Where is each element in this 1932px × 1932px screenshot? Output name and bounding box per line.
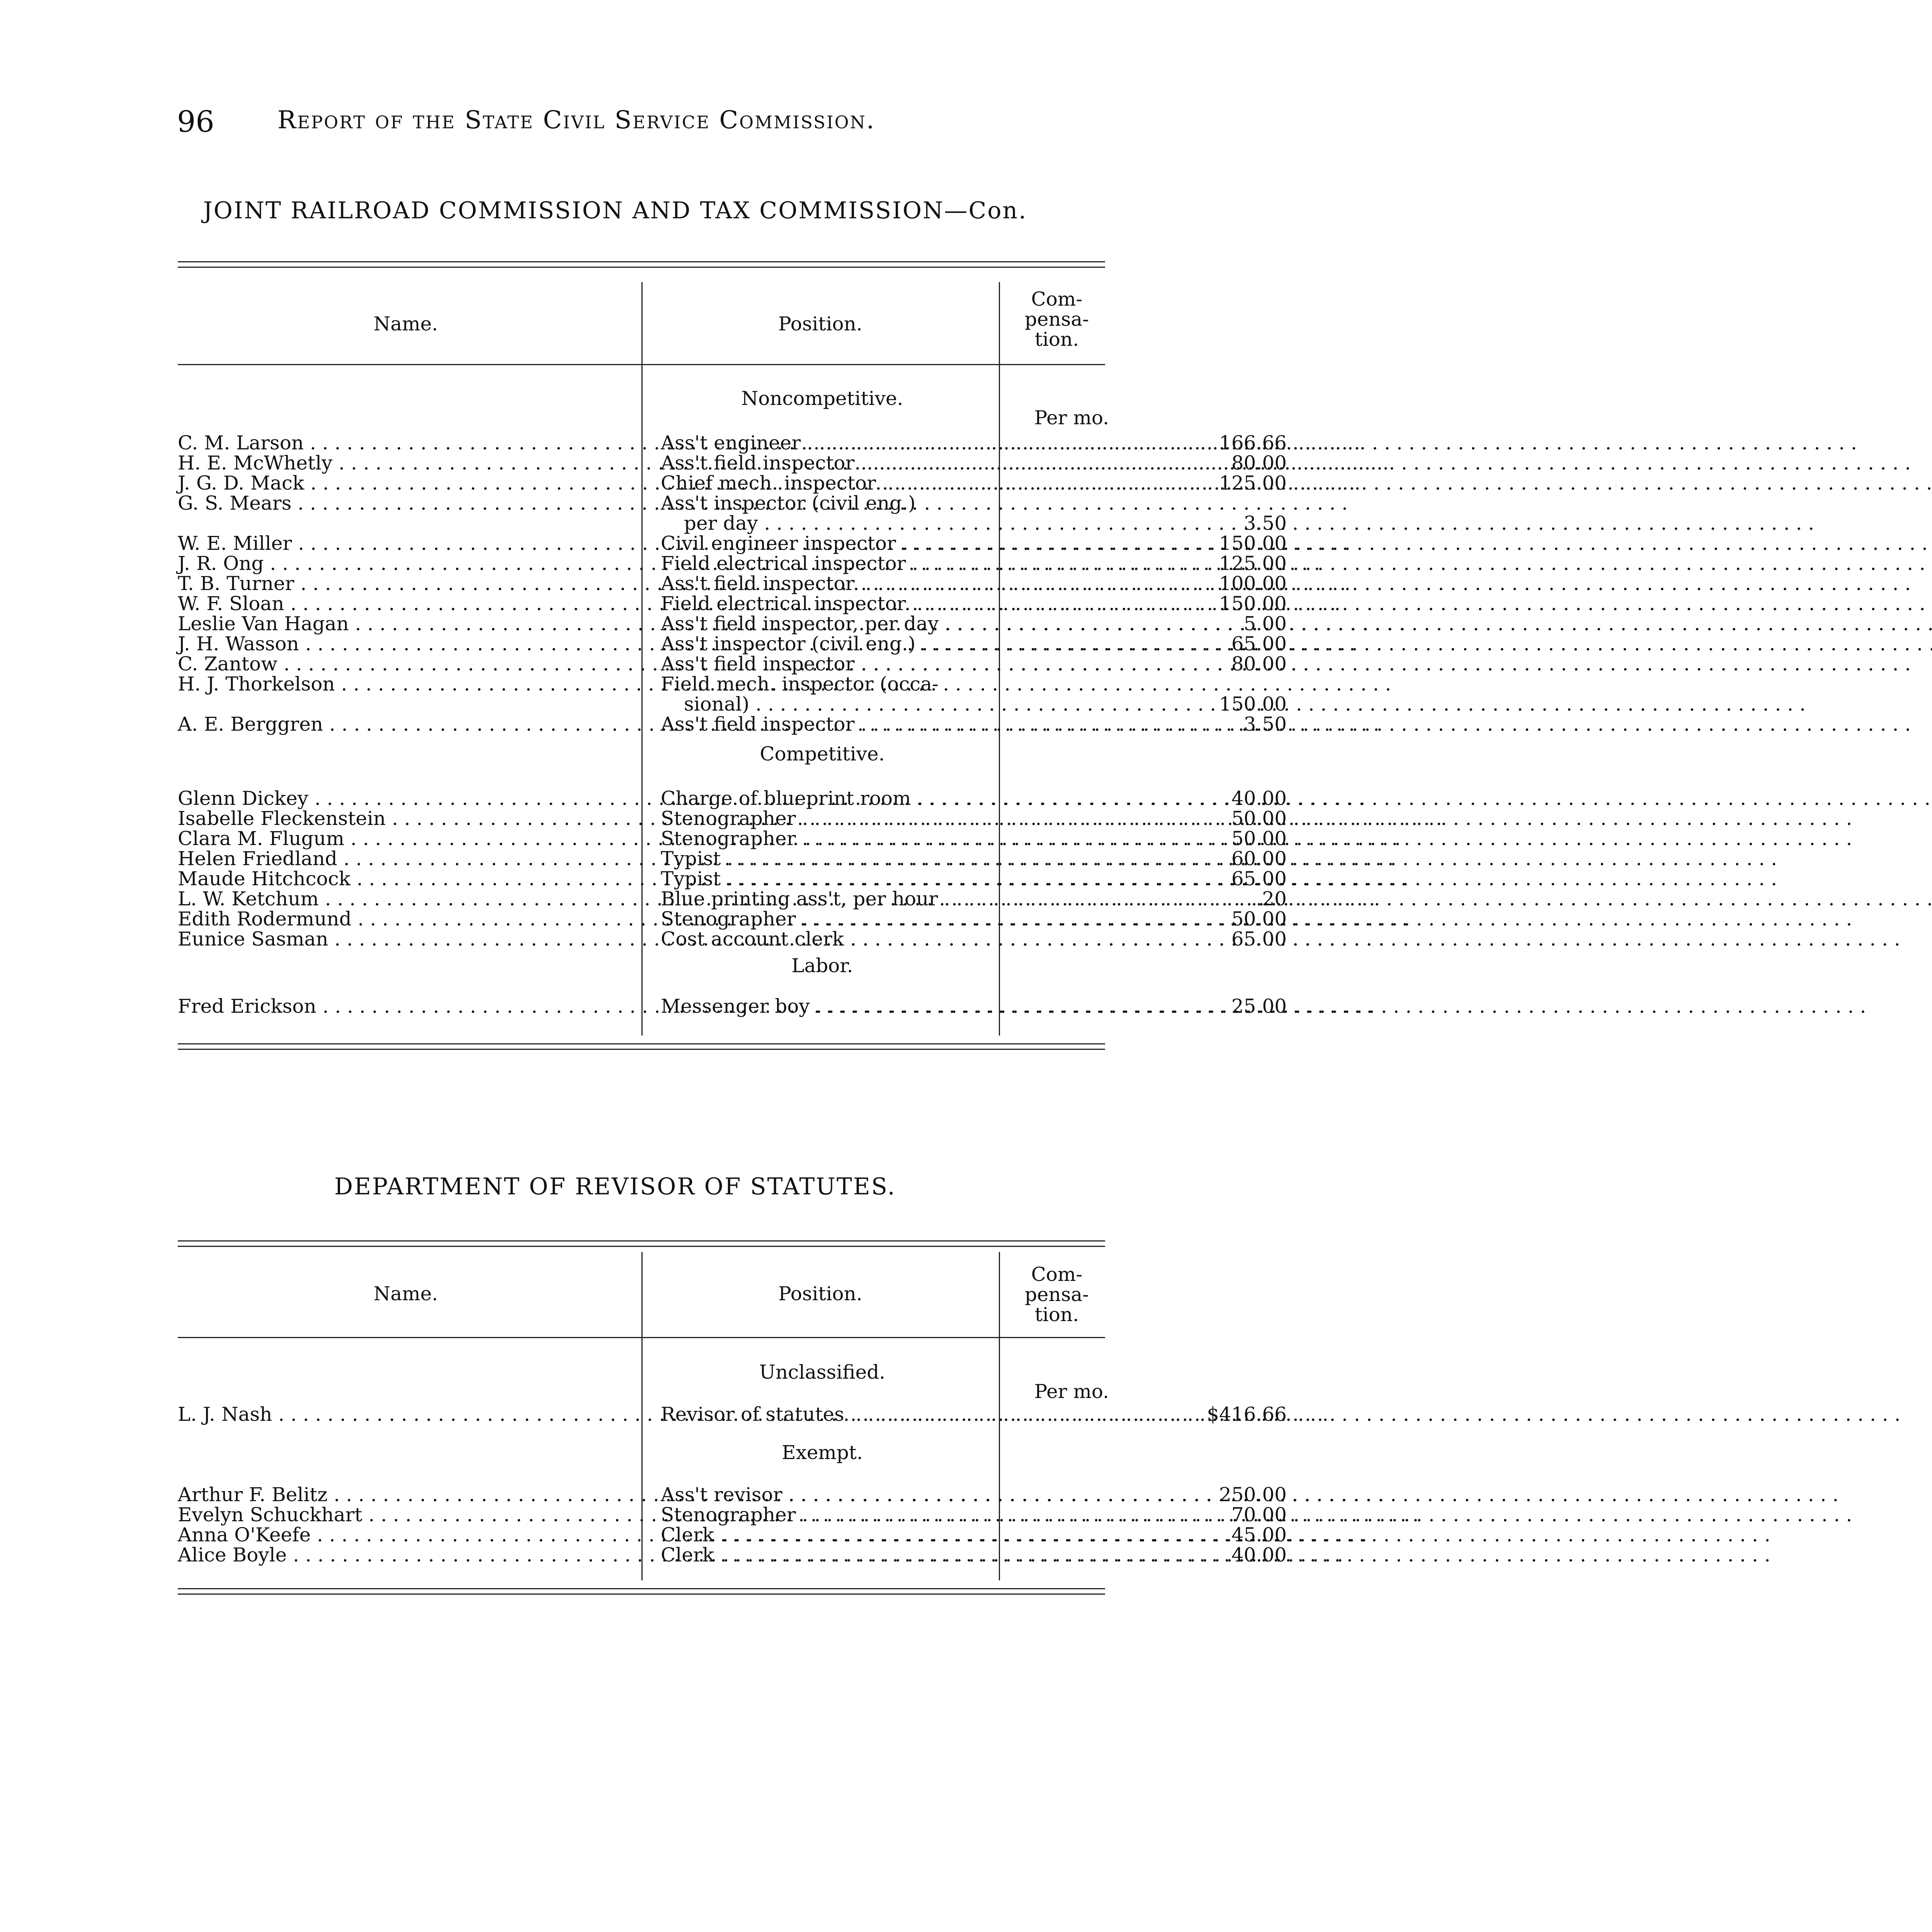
employee-name (178, 594, 634, 614)
table-row (178, 472, 1287, 494)
employee-position-text: Stenographer . . . (661, 807, 1852, 830)
table-row (178, 1403, 1287, 1425)
group-label: Noncompetitive. (741, 387, 903, 410)
table-row (178, 452, 1287, 474)
employee-position-text: Field electrical inspector . . . (661, 592, 1932, 615)
employee-name (178, 473, 634, 493)
table2-header-name: Name. (373, 1282, 438, 1305)
employee-name (178, 828, 634, 849)
employee-name (178, 1485, 634, 1505)
group-label: Exempt. (782, 1441, 863, 1464)
employee-name-text: J. H. Wasson . . . (178, 633, 1355, 655)
employee-name-text: J. R. Ong . . . (178, 552, 1320, 575)
table-row (178, 552, 1287, 575)
group-label: Competitive. (760, 743, 885, 765)
table2-header-rule (178, 1337, 1105, 1338)
employee-position (661, 594, 1173, 614)
employee-position-text: Stenographer . . . (661, 1503, 1852, 1526)
employee-name-text: Alice Boyle . . . (178, 1544, 1343, 1566)
employee-name (178, 674, 634, 694)
employee-name (178, 808, 634, 828)
employee-position-text: Ass't inspector (civil eng.) (661, 492, 916, 514)
employee-position (661, 453, 1173, 473)
employee-position-text: Ass't field inspector, per day . . . (661, 612, 1932, 635)
employee-position-continued-text: sional) . . . (684, 693, 1806, 715)
table-row (178, 1503, 1287, 1526)
employee-compensation: .20 (1256, 888, 1287, 910)
employee-name-text: C. Zantow . . . (178, 653, 1334, 675)
employee-name-text: G. S. Mears . . . (178, 492, 1348, 514)
employee-position-text: Ass't field inspector . . . (661, 713, 1911, 735)
employee-name (178, 996, 634, 1016)
employee-compensation: 65.00 (1231, 867, 1287, 890)
group-label: Labor. (791, 954, 853, 977)
employee-name (178, 788, 634, 808)
table1-header-comp-line3: tion. (1034, 328, 1079, 350)
employee-name-text: Leslie Van Hagan . . . (178, 612, 1405, 635)
employee-name-text: A. E. Berggren . . . (178, 713, 1379, 735)
employee-position-text: Ass't engineer . . . (661, 432, 1857, 454)
employee-name-text: C. M. Larson . . . (178, 432, 1360, 454)
employee-name (178, 493, 634, 513)
employee-position (661, 889, 1173, 909)
table-row (178, 633, 1287, 655)
employee-name (178, 929, 634, 949)
table-row (178, 713, 1287, 735)
table-row (178, 908, 1287, 930)
employee-position-text: Clerk . . . (661, 1524, 1770, 1546)
employee-position (661, 849, 1173, 869)
employee-position-text: Field mech. inspector (occa- (661, 673, 939, 695)
employee-compensation: 3.50 (1243, 512, 1287, 534)
employee-compensation: 150.00 (1219, 693, 1287, 715)
table-row-continuation (178, 693, 1287, 715)
employee-position (661, 714, 1173, 734)
employee-position (661, 1404, 1173, 1424)
employee-compensation: 150.00 (1219, 592, 1287, 615)
employee-compensation: 50.00 (1231, 807, 1287, 830)
table-row (178, 995, 1287, 1017)
employee-name (178, 453, 634, 473)
employee-position (661, 828, 1173, 849)
employee-position (661, 1505, 1173, 1525)
employee-position (661, 1485, 1173, 1505)
table-row (178, 592, 1287, 615)
employee-position (661, 493, 1173, 513)
employee-compensation: 50.00 (1231, 908, 1287, 930)
table2-bottom-rule (178, 1588, 1105, 1589)
employee-name (178, 849, 634, 869)
table1-top-rule (178, 261, 1105, 262)
employee-name (178, 889, 634, 909)
per-month-label: Per mo. (1034, 406, 1109, 429)
employee-position-text: Ass't field inspector . . . (661, 653, 1911, 675)
employee-name-text: Helen Friedland . . . (178, 847, 1394, 870)
employee-compensation: 250.00 (1219, 1483, 1287, 1506)
employee-position (661, 1525, 1173, 1545)
employee-position (661, 869, 1173, 889)
employee-compensation: 50.00 (1231, 827, 1287, 850)
employee-position-text: Stenographer . . . (661, 908, 1852, 930)
employee-position (661, 929, 1173, 949)
table2-bottom-rule-2 (178, 1594, 1105, 1595)
table-row-continuation (178, 512, 1287, 534)
table2-top-rule (178, 1240, 1105, 1242)
employee-position (661, 909, 1173, 929)
table-row (178, 1544, 1287, 1566)
employee-name-text: L. J. Nash . . . (178, 1403, 1328, 1425)
table-row (178, 847, 1287, 870)
table-row (178, 888, 1287, 910)
employee-position-text: Clerk . . . (661, 1544, 1770, 1566)
employee-position (661, 996, 1173, 1016)
table1-bottom-rule-2 (178, 1049, 1105, 1050)
table2-header-comp-line3: tion. (1034, 1303, 1079, 1326)
employee-position (661, 674, 1173, 694)
employee-position (661, 533, 1173, 553)
employee-name-text: Anna O'Keefe . . . (178, 1524, 1367, 1546)
table-row (178, 787, 1287, 810)
employee-compensation: 60.00 (1231, 847, 1287, 870)
employee-compensation: 80.00 (1231, 653, 1287, 675)
employee-name-text: Eunice Sasman . . . (178, 928, 1384, 950)
employee-compensation: 65.00 (1231, 633, 1287, 655)
employee-position (661, 654, 1173, 674)
employee-name (178, 654, 634, 674)
employee-name-text: Maude Hitchcock . . . (178, 867, 1407, 890)
table1-header-comp-line1: Com- (1031, 288, 1083, 310)
employee-compensation: 125.00 (1219, 472, 1287, 494)
table-row (178, 807, 1287, 830)
table-row (178, 572, 1287, 595)
employee-position (661, 614, 1173, 634)
employee-compensation: $416.66 (1207, 1403, 1287, 1425)
employee-name-text: H. J. Thorkelson . . . (178, 673, 1391, 695)
employee-position (661, 808, 1173, 828)
table1-bottom-rule (178, 1043, 1105, 1044)
employee-compensation: 80.00 (1231, 452, 1287, 474)
employee-compensation: 70.00 (1231, 1503, 1287, 1526)
employee-name-text: W. F. Sloan . . . (178, 592, 1340, 615)
employee-name (178, 869, 634, 889)
employee-compensation: 150.00 (1219, 532, 1287, 554)
employee-compensation: 25.00 (1231, 995, 1287, 1017)
employee-compensation: 100.00 (1219, 572, 1287, 595)
table2-header-comp-line1: Com- (1031, 1263, 1083, 1286)
employee-compensation: 125.00 (1219, 552, 1287, 575)
employee-name (178, 573, 634, 594)
employee-name-text: Isabelle Fleckenstein . . . (178, 807, 1442, 830)
table-row (178, 827, 1287, 850)
employee-position (661, 634, 1173, 654)
table1-header-rule (178, 364, 1105, 365)
employee-name-text: T. B. Turner . . . (178, 572, 1350, 595)
employee-position-text: Cost account clerk . . . (661, 928, 1900, 950)
table1-top-rule-2 (178, 267, 1105, 268)
table1-header-name: Name. (373, 313, 438, 335)
employee-name-text: W. E. Miller . . . (178, 532, 1348, 554)
table-row (178, 612, 1287, 635)
employee-position (661, 573, 1173, 594)
section-title-joint-railroad: JOINT RAILROAD COMMISSION AND TAX COMMISSION—Con. (203, 197, 1027, 224)
employee-position (661, 1545, 1173, 1565)
employee-compensation: 5.00 (1243, 612, 1287, 635)
employee-position-text: Messenger boy . . . (661, 995, 1866, 1017)
table2-header-position: Position. (778, 1282, 862, 1305)
table2-header-compensation (1005, 1264, 1109, 1325)
employee-compensation: 45.00 (1231, 1524, 1287, 1546)
employee-position-text: Chief mech. inspector . . . (661, 472, 1932, 494)
table1-header-position: Position. (778, 313, 862, 335)
employee-name (178, 433, 634, 453)
section-title-revisor-of-statutes: DEPARTMENT OF REVISOR OF STATUTES. (334, 1173, 896, 1200)
employee-position-text: Ass't inspector (civil eng.) . . . (661, 633, 1932, 655)
employee-position-text: Ass't field inspector . . . (661, 572, 1911, 595)
employee-position-text: Typist . . . (661, 867, 1777, 890)
table2-header-comp-line2: pensa- (1024, 1283, 1089, 1306)
employee-position-continued (684, 694, 1173, 714)
employee-name (178, 533, 634, 553)
employee-position (661, 788, 1173, 808)
employee-position-text: Revisor of statutes . . . (661, 1403, 1900, 1425)
employee-name-text: J. G. D. Mack . . . (178, 472, 1361, 494)
employee-compensation: 3.50 (1243, 713, 1287, 735)
employee-name (178, 1525, 634, 1545)
employee-position (661, 473, 1173, 493)
table-row (178, 493, 1105, 513)
employee-compensation: 166.66 (1219, 432, 1287, 454)
employee-name-text: H. E. McWhetly . . . (178, 452, 1389, 474)
table1-header-compensation (1005, 289, 1109, 349)
page-number: 96 (177, 104, 214, 139)
employee-position-text: Civil engineer inspector . . . (661, 532, 1932, 554)
employee-position-text: Charge of blueprint room . . . (661, 787, 1932, 810)
employee-name-text: L. W. Ketchum . . . (178, 888, 1375, 910)
table-row (178, 432, 1287, 454)
employee-name (178, 553, 634, 573)
employee-position-text: Typist . . . (661, 847, 1777, 870)
employee-position-text: Field electrical inspector . . . (661, 552, 1932, 575)
table-row (178, 653, 1287, 675)
employee-compensation: 40.00 (1231, 1544, 1287, 1566)
employee-position-continued (684, 513, 1173, 533)
employee-position-text: Ass't revisor . . . (661, 1483, 1838, 1506)
table-row (178, 1483, 1287, 1506)
table-row (178, 1524, 1287, 1546)
table1-header-comp-line2: pensa- (1024, 308, 1089, 330)
per-month-label: Per mo. (1034, 1380, 1109, 1403)
employee-name-text: Glenn Dickey . . . (178, 787, 1365, 810)
employee-name (178, 909, 634, 929)
employee-name (178, 1505, 634, 1525)
table-row (178, 532, 1287, 554)
employee-position-text: Blue printing ass't, per hour . . . (661, 888, 1932, 910)
table-row (178, 867, 1287, 890)
employee-name-text: Evelyn Schuckhart . . . (178, 1503, 1418, 1526)
employee-position-continued-text: per day . . . (684, 512, 1814, 534)
running-head: Report of the State Civil Service Commission. (277, 106, 876, 134)
group-label: Unclassified. (759, 1361, 886, 1383)
table-row (178, 674, 1105, 694)
employee-name (178, 614, 634, 634)
table2-top-rule-2 (178, 1246, 1105, 1247)
employee-position (661, 433, 1173, 453)
employee-position-text: Stenographer . . . (661, 827, 1852, 850)
employee-name (178, 1404, 634, 1424)
employee-name (178, 714, 634, 734)
employee-name-text: Edith Rodermund . . . (178, 908, 1408, 930)
employee-name (178, 1545, 634, 1565)
table-row (178, 928, 1287, 950)
employee-name-text: Arthur F. Belitz . . . (178, 1483, 1384, 1506)
employee-position-text: Ass't field inspector . . . (661, 452, 1911, 474)
employee-position (661, 553, 1173, 573)
employee-name (178, 634, 634, 654)
employee-compensation: 40.00 (1231, 787, 1287, 810)
employee-name-text: Fred Erickson . . . (178, 995, 1372, 1017)
employee-compensation: 65.00 (1231, 928, 1287, 950)
employee-name-text: Clara M. Flugum . . . (178, 827, 1401, 850)
